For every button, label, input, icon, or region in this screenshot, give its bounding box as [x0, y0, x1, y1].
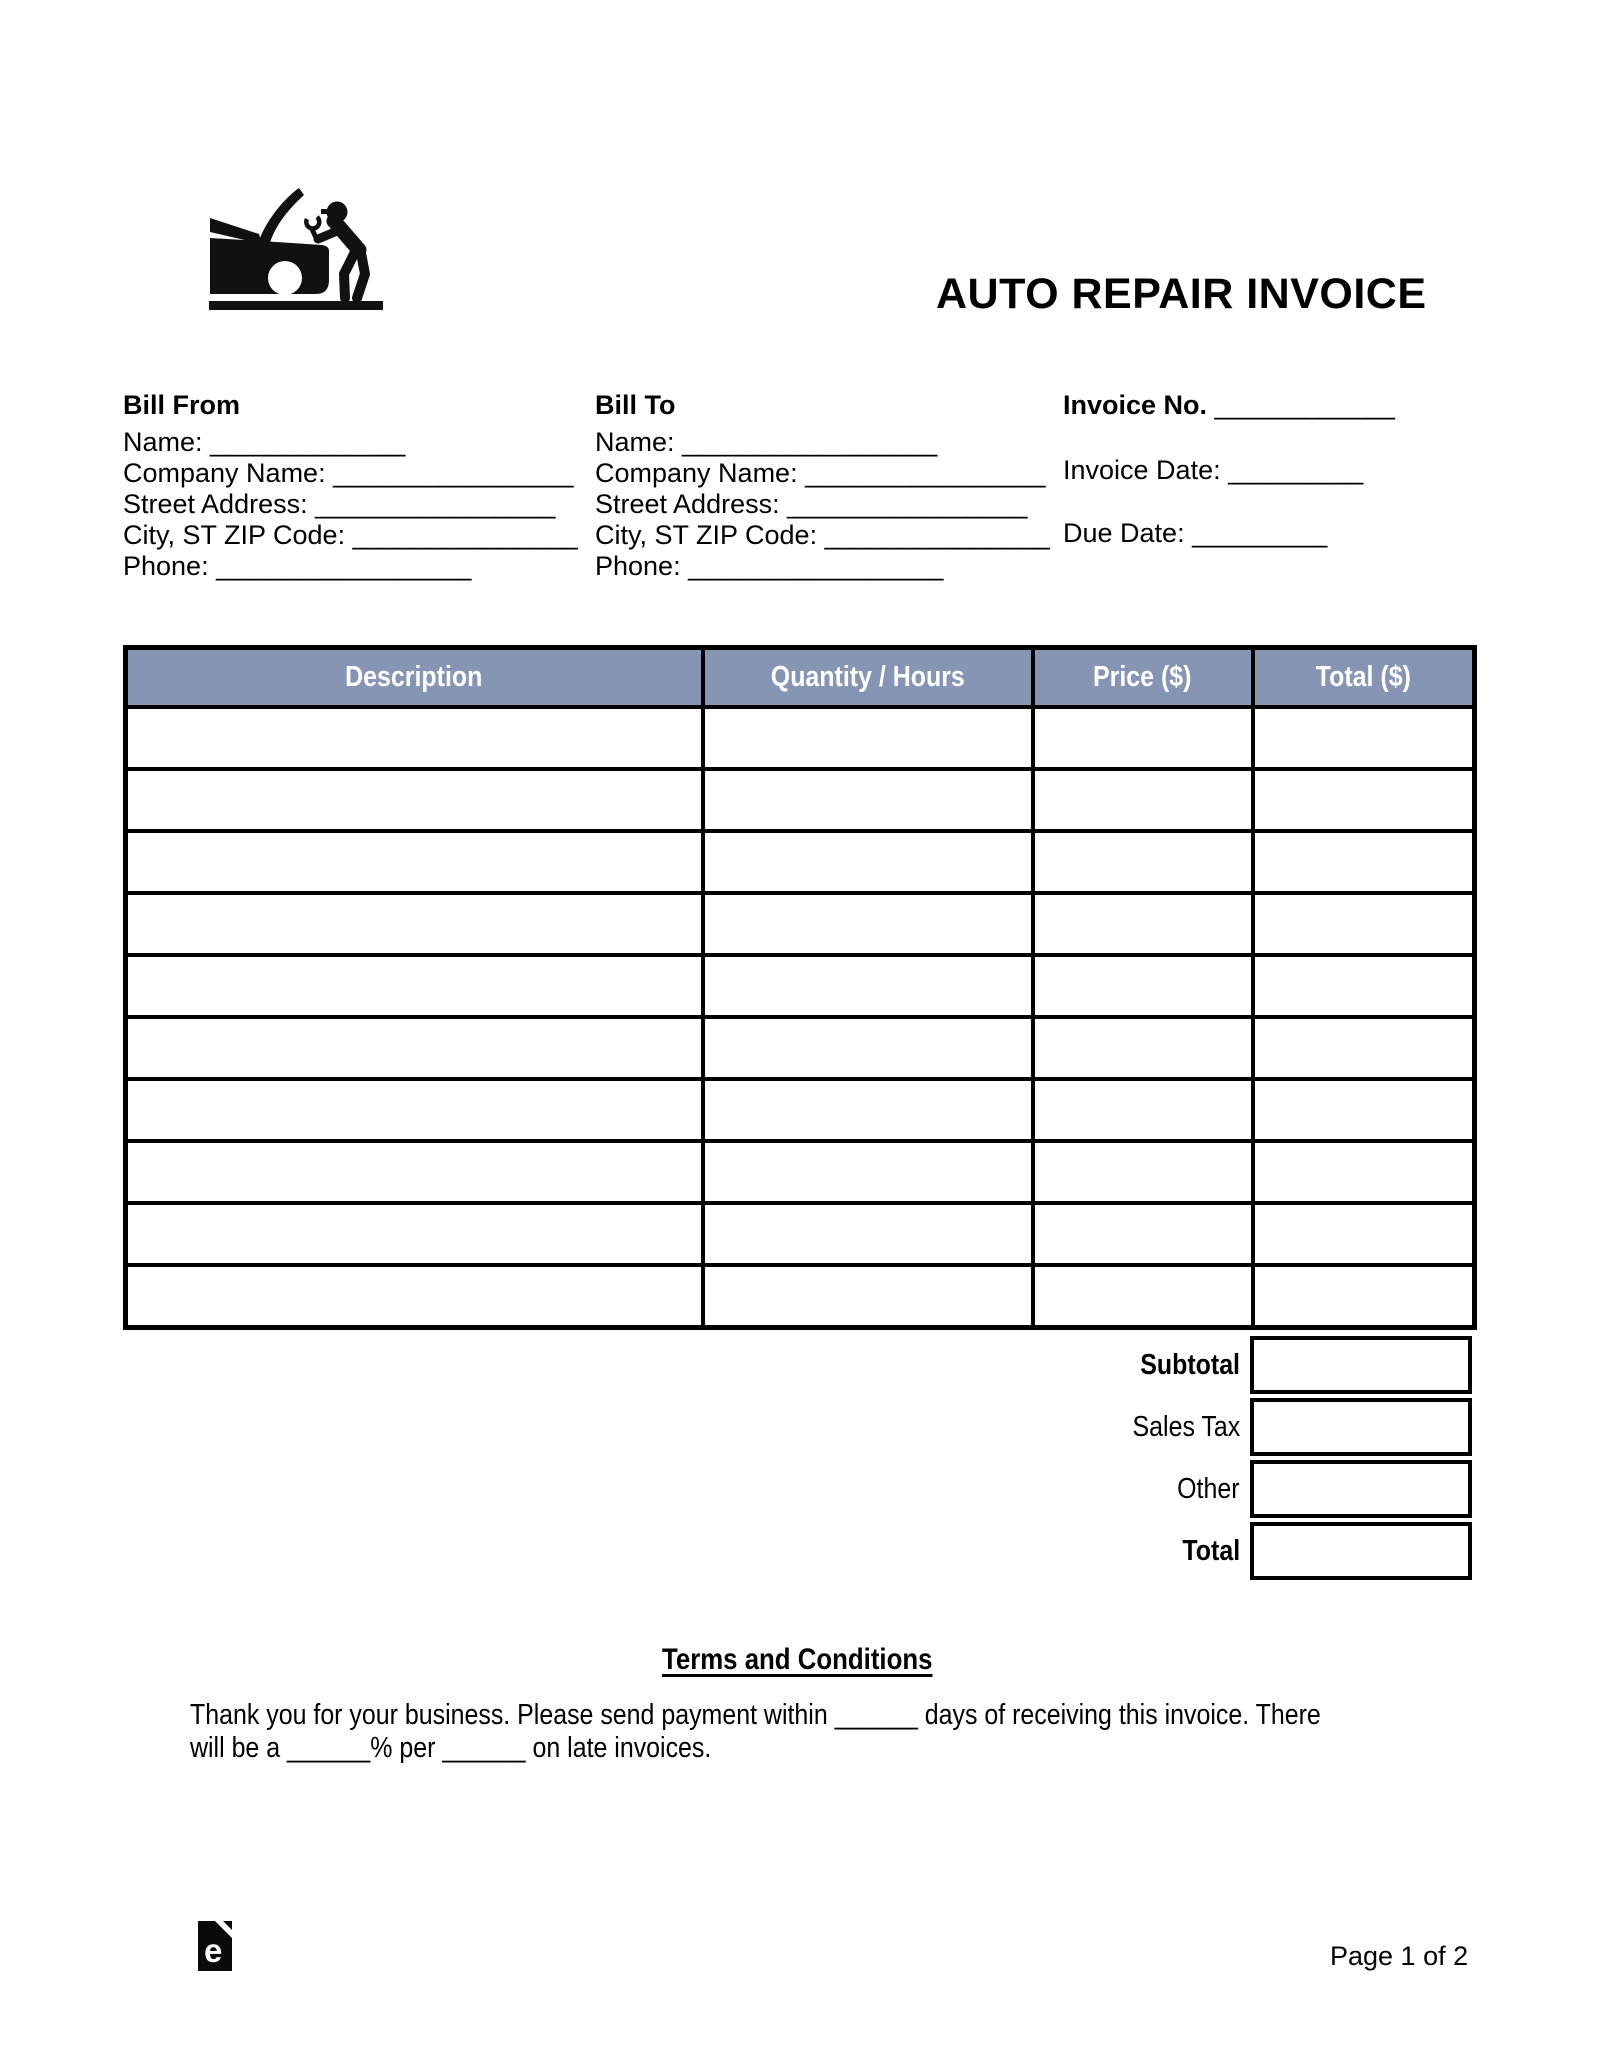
terms-line-2: will be a ______% per ______ on late invoices. — [190, 1732, 712, 1764]
table-cell[interactable] — [703, 769, 1033, 831]
table-row — [126, 1017, 1475, 1079]
table-cell[interactable] — [703, 1141, 1033, 1203]
table-cell[interactable] — [126, 1079, 703, 1141]
table-cell[interactable] — [703, 1017, 1033, 1079]
bill-from-heading: Bill From — [123, 390, 241, 420]
subtotal-label: Subtotal — [1140, 1349, 1240, 1381]
table-row — [126, 831, 1475, 893]
table-cell[interactable] — [703, 1079, 1033, 1141]
bill-from-city-field[interactable]: City, ST ZIP Code: _______________ — [123, 520, 578, 550]
table-cell[interactable] — [1253, 707, 1475, 769]
table-cell[interactable] — [1033, 1265, 1253, 1328]
table-cell[interactable] — [1253, 1079, 1475, 1141]
table-row — [126, 707, 1475, 769]
bill-from-company-field[interactable]: Company Name: ________________ — [123, 458, 574, 488]
table-cell[interactable] — [1253, 955, 1475, 1017]
column-header-total: Total ($) — [1253, 648, 1475, 708]
subtotal-value-box[interactable] — [1250, 1336, 1472, 1394]
bill-to-city-field[interactable]: City, ST ZIP Code: _______________ — [595, 520, 1050, 550]
svg-text:e: e — [204, 1932, 223, 1969]
table-row — [126, 1079, 1475, 1141]
bill-from-street-field[interactable]: Street Address: ________________ — [123, 489, 556, 519]
column-header-price: Price ($) — [1033, 648, 1253, 708]
table-cell[interactable] — [1253, 1203, 1475, 1265]
table-row — [126, 1203, 1475, 1265]
table-cell[interactable] — [703, 955, 1033, 1017]
table-cell[interactable] — [126, 831, 703, 893]
eforms-document-icon — [198, 1921, 232, 1976]
table-cell[interactable] — [1033, 1079, 1253, 1141]
table-row — [126, 1141, 1475, 1203]
table-cell[interactable] — [1033, 769, 1253, 831]
table-cell[interactable] — [1253, 1017, 1475, 1079]
page-title: AUTO REPAIR INVOICE — [936, 270, 1427, 318]
other-value-box[interactable] — [1250, 1460, 1472, 1518]
table-header-row — [126, 648, 1475, 708]
invoice-number-label: Invoice No. — [1063, 390, 1208, 420]
table-row — [126, 1265, 1475, 1328]
due-date-field[interactable]: Due Date: _________ — [1063, 518, 1328, 548]
bill-to-section — [595, 390, 1050, 582]
table-cell[interactable] — [126, 1203, 703, 1265]
table-cell[interactable] — [703, 893, 1033, 955]
table-cell[interactable] — [1033, 707, 1253, 769]
table-cell[interactable] — [1033, 1203, 1253, 1265]
bill-to-heading: Bill To — [595, 390, 676, 420]
bill-from-phone-field[interactable]: Phone: _________________ — [123, 551, 472, 581]
mechanic-car-open-hood-icon — [195, 168, 395, 323]
table-cell[interactable] — [1033, 893, 1253, 955]
table-cell[interactable] — [703, 1265, 1033, 1328]
bill-from-name-field[interactable]: Name: _____________ — [123, 427, 406, 457]
bill-from-section — [123, 390, 578, 582]
table-cell[interactable] — [1253, 831, 1475, 893]
bill-to-phone-field[interactable]: Phone: _________________ — [595, 551, 944, 581]
table-cell[interactable] — [1033, 831, 1253, 893]
sales-tax-value-box[interactable] — [1250, 1398, 1472, 1456]
total-label: Total — [1182, 1535, 1240, 1567]
terms-heading: Terms and Conditions — [662, 1643, 933, 1676]
line-items-table — [123, 645, 1477, 1330]
invoice-number-field[interactable] — [1063, 390, 1395, 421]
invoice-date-field[interactable]: Invoice Date: _________ — [1063, 455, 1364, 485]
table-row — [126, 955, 1475, 1017]
bill-to-name-field[interactable]: Name: _________________ — [595, 427, 938, 457]
column-header-quantity-hours: Quantity / Hours — [703, 648, 1033, 708]
table-cell[interactable] — [1253, 1141, 1475, 1203]
table-cell[interactable] — [1253, 893, 1475, 955]
table-cell[interactable] — [703, 1203, 1033, 1265]
table-cell[interactable] — [126, 1265, 703, 1328]
table-cell[interactable] — [703, 831, 1033, 893]
table-cell[interactable] — [126, 955, 703, 1017]
table-cell[interactable] — [126, 769, 703, 831]
bill-to-company-field[interactable]: Company Name: ________________ — [595, 458, 1046, 488]
terms-line-1: Thank you for your business. Please send payment within ______ days of receiving this invoice. There — [190, 1699, 1321, 1731]
table-cell[interactable] — [1033, 955, 1253, 1017]
table-cell[interactable] — [126, 1141, 703, 1203]
table-cell[interactable] — [1033, 1141, 1253, 1203]
table-cell[interactable] — [126, 893, 703, 955]
other-label: Other — [1177, 1473, 1240, 1505]
table-cell[interactable] — [126, 707, 703, 769]
terms-paragraph — [190, 1699, 1420, 1765]
invoice-number-blank[interactable]: ____________ — [1207, 390, 1395, 420]
page-number: Page 1 of 2 — [1330, 1941, 1469, 1971]
table-row — [126, 769, 1475, 831]
items-table-body — [126, 707, 1475, 1328]
table-cell[interactable] — [126, 1017, 703, 1079]
table-cell[interactable] — [1253, 769, 1475, 831]
table-cell[interactable] — [1033, 1017, 1253, 1079]
total-value-box[interactable] — [1250, 1522, 1472, 1580]
column-header-description: Description — [126, 648, 703, 708]
table-cell[interactable] — [1253, 1265, 1475, 1328]
bill-to-street-field[interactable]: Street Address: ________________ — [595, 489, 1028, 519]
sales-tax-label: Sales Tax — [1132, 1411, 1240, 1443]
table-cell[interactable] — [703, 707, 1033, 769]
table-row — [126, 893, 1475, 955]
